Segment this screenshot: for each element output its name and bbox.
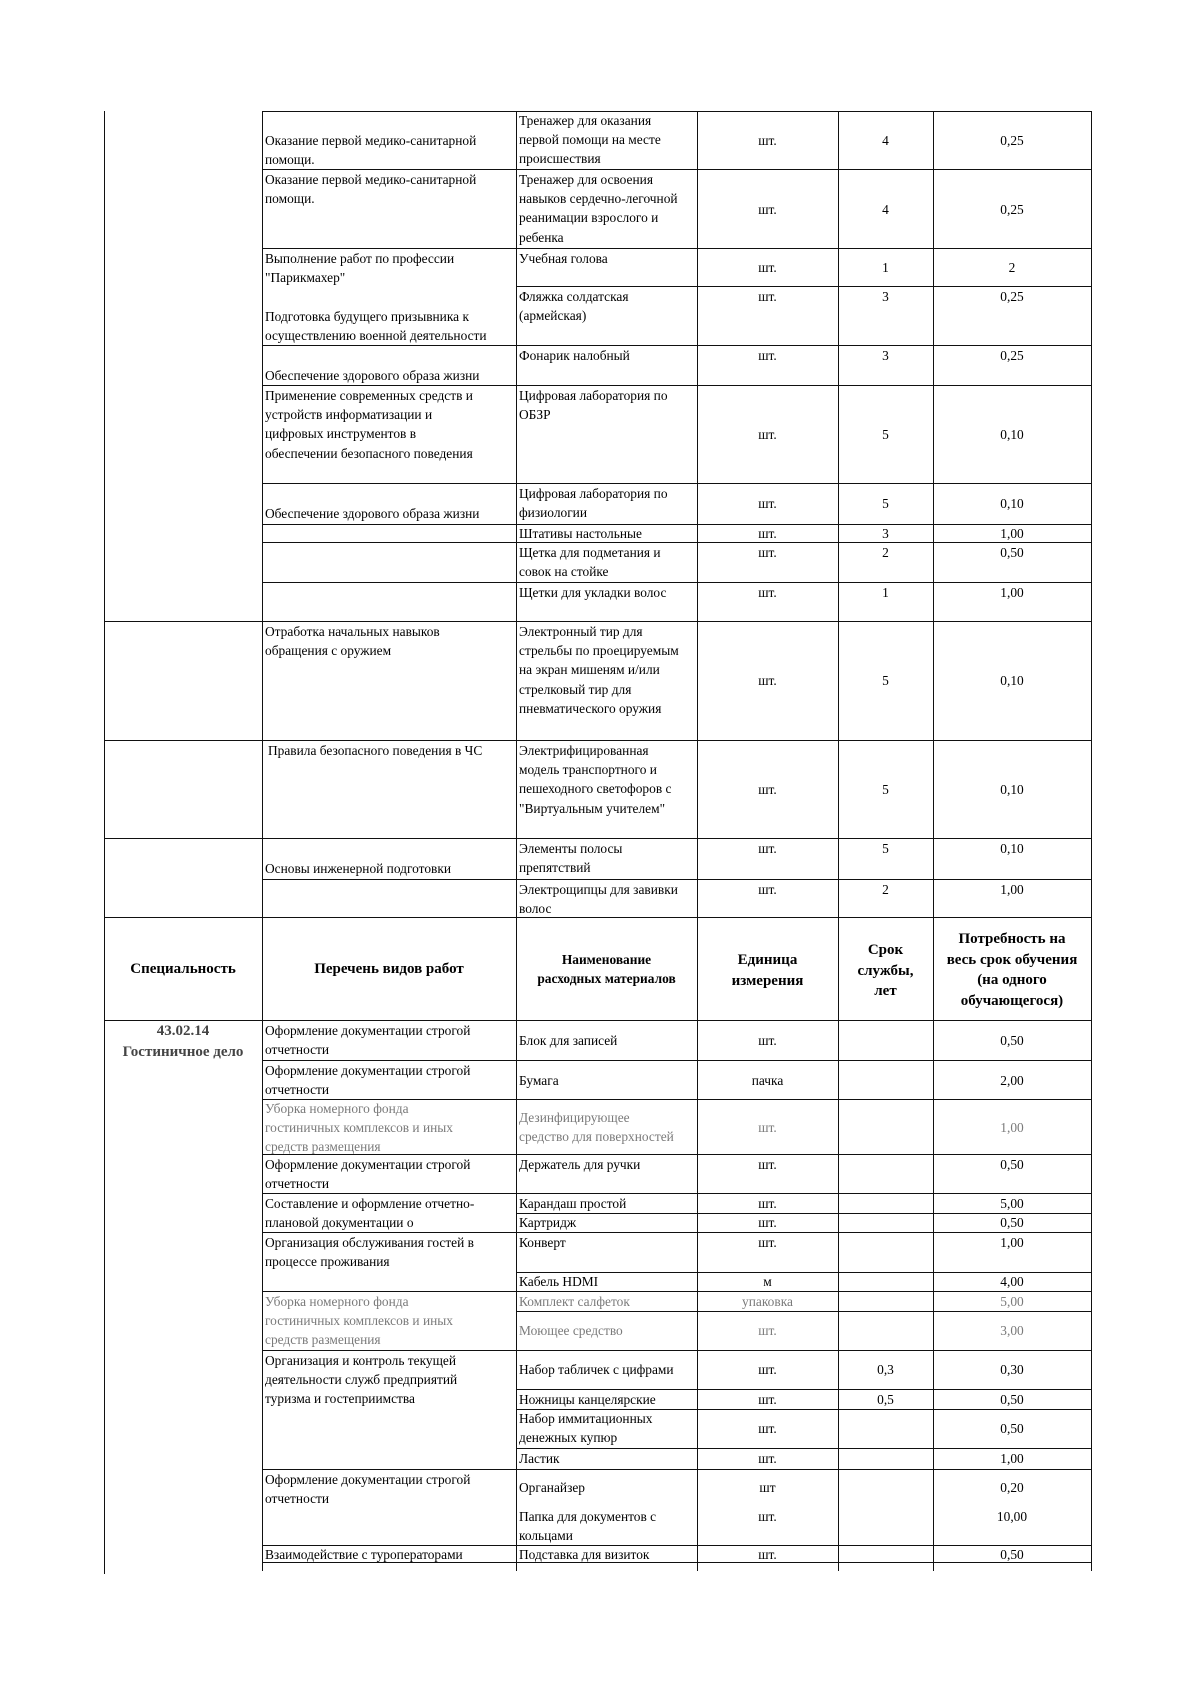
material-cell: Органайзер bbox=[519, 1480, 586, 1495]
material-cell: Моющее средство bbox=[519, 1323, 623, 1338]
need-cell: 0,30 bbox=[1000, 1362, 1024, 1377]
unit-cell: шт. bbox=[758, 526, 777, 541]
need-cell: 1,00 bbox=[1000, 1120, 1024, 1135]
need-cell: 1,00 bbox=[1000, 526, 1024, 541]
life-cell: 1 bbox=[882, 585, 889, 600]
need-cell: 0,50 bbox=[1000, 545, 1024, 560]
need-cell: 0,10 bbox=[1000, 841, 1024, 856]
unit-cell: шт. bbox=[758, 1362, 777, 1377]
unit-cell: шт. bbox=[758, 1033, 777, 1048]
unit-cell: шт. bbox=[758, 1392, 777, 1407]
work-cell: Обеспечение здорового образа жизни bbox=[265, 368, 480, 383]
material-cell: Учебная голова bbox=[519, 251, 608, 266]
work-cell: Выполнение работ по профессии "Парикмахер" bbox=[265, 251, 455, 286]
unit-cell: шт. bbox=[758, 841, 777, 856]
need-cell: 10,00 bbox=[996, 1509, 1028, 1524]
material-cell: Карандаш простой bbox=[519, 1196, 627, 1211]
life-cell: 4 bbox=[882, 202, 889, 217]
material-cell: Элементы полосы препятствий bbox=[519, 841, 623, 876]
specialty-cell bbox=[104, 1021, 262, 1062]
need-cell: 0,50 bbox=[1000, 1392, 1024, 1407]
material-cell: Папка для документов с кольцами bbox=[519, 1509, 657, 1544]
need-cell: 2,00 bbox=[1000, 1073, 1024, 1088]
unit-cell: шт. bbox=[758, 133, 777, 148]
need-cell: 3,00 bbox=[1000, 1323, 1024, 1338]
unit-cell: шт. bbox=[758, 1547, 777, 1562]
unit-cell: шт. bbox=[758, 1509, 777, 1524]
need-cell: 1,00 bbox=[1000, 882, 1024, 897]
life-cell: 3 bbox=[882, 526, 889, 541]
work-cell: Основы инженерной подготовки bbox=[265, 861, 452, 876]
need-cell: 0,10 bbox=[1000, 427, 1024, 442]
need-cell: 1,00 bbox=[1000, 1235, 1024, 1250]
unit-cell: шт. bbox=[758, 202, 777, 217]
need-cell: 0,25 bbox=[1000, 348, 1024, 363]
need-cell: 0,50 bbox=[1000, 1547, 1024, 1562]
unit-cell: шт. bbox=[758, 1235, 777, 1250]
material-cell: Кабель HDMI bbox=[519, 1274, 599, 1289]
work-cell: Подготовка будущего призывника к осуществлению военной деятельности bbox=[265, 309, 487, 344]
unit-cell: шт. bbox=[758, 673, 777, 688]
need-cell: 0,50 bbox=[1000, 1157, 1024, 1172]
unit-cell: шт. bbox=[758, 1215, 777, 1230]
work-cell: Применение современных средств и устройств информатизации и цифровых инструментов в обеспечении безопасного поведения bbox=[265, 388, 473, 461]
material-cell: Цифровая лаборатория по ОБЗР bbox=[519, 388, 668, 423]
work-cell: Организация обслуживания гостей в процессе проживания bbox=[265, 1235, 474, 1270]
material-cell: Тренажер для освоения навыков сердечно-легочной реанимации взрослого и ребенка bbox=[519, 172, 678, 245]
material-cell: Ножницы канцелярские bbox=[519, 1392, 656, 1407]
header-life: Срок службы, лет bbox=[857, 942, 914, 999]
work-cell: Оформление документации строгой отчетности bbox=[265, 1472, 471, 1507]
header-need: Потребность на весь срок обучения (на одного обучающегося) bbox=[946, 931, 1078, 1009]
need-cell: 5,00 bbox=[1000, 1294, 1024, 1309]
unit-cell: м bbox=[763, 1274, 772, 1289]
row-line bbox=[262, 483, 1092, 484]
material-cell: Цифровая лаборатория по физиологии bbox=[519, 486, 668, 521]
material-cell: Комплект салфеток bbox=[519, 1294, 630, 1309]
work-cell: Правила безопасного поведения в ЧС bbox=[268, 743, 483, 758]
header-works: Перечень видов работ bbox=[314, 961, 464, 977]
material-cell: Картридж bbox=[519, 1215, 577, 1230]
unit-cell: шт. bbox=[758, 1323, 777, 1338]
work-cell: Оформление документации строгой отчетности bbox=[265, 1157, 471, 1192]
unit-cell: шт. bbox=[758, 289, 777, 304]
work-cell: Оказание первой медико-санитарной помощи. bbox=[265, 133, 477, 168]
life-cell: 0,3 bbox=[877, 1362, 894, 1377]
life-cell: 4 bbox=[882, 133, 889, 148]
material-cell: Штативы настольные bbox=[519, 526, 642, 541]
need-cell: 2 bbox=[1008, 260, 1016, 275]
outer-left-border bbox=[104, 111, 105, 1574]
work-cell: Оформление документации строгой отчетности bbox=[265, 1023, 471, 1058]
need-cell: 1,00 bbox=[1000, 1451, 1024, 1466]
work-cell: Уборка номерного фонда гостиничных комплексов и иных средств размещения bbox=[265, 1294, 453, 1348]
need-cell: 1,00 bbox=[1000, 585, 1024, 600]
life-cell: 5 bbox=[882, 496, 889, 511]
life-cell: 5 bbox=[882, 427, 889, 442]
material-cell: Электрощипцы для завивки волос bbox=[519, 882, 678, 917]
work-cell: Взаимодействие с туроператорами bbox=[265, 1547, 463, 1562]
unit-cell: шт. bbox=[758, 1120, 777, 1135]
need-cell: 4,00 bbox=[1000, 1274, 1024, 1289]
material-cell: Ластик bbox=[519, 1451, 560, 1466]
work-cell: Оформление документации строгой отчетности bbox=[265, 1063, 471, 1098]
work-cell: Уборка номерного фонда гостиничных комплексов и иных средств размещения bbox=[265, 1101, 453, 1155]
unit-cell: шт. bbox=[758, 496, 777, 511]
material-cell: Фляжка солдатская (армейская) bbox=[519, 289, 629, 324]
material-cell: Электрифицированная модель транспортного и пешеходного светофоров с "Виртуальным учителем" bbox=[519, 743, 672, 816]
column-divider-work bbox=[262, 111, 263, 1571]
work-cell: Отработка начальных навыков обращения с оружием bbox=[265, 624, 440, 659]
specialty-code: 43.02.14 bbox=[156, 1023, 210, 1039]
unit-cell: шт. bbox=[758, 585, 777, 600]
material-cell: Дезинфицирующее средство для поверхностей bbox=[519, 1110, 674, 1145]
need-cell: 0,25 bbox=[1000, 289, 1024, 304]
life-cell: 0,5 bbox=[877, 1392, 894, 1407]
unit-cell: шт. bbox=[758, 782, 777, 797]
unit-cell: шт. bbox=[758, 1196, 777, 1211]
material-cell: Набор табличек с цифрами bbox=[519, 1362, 674, 1377]
row-line bbox=[262, 111, 1092, 112]
unit-cell: шт. bbox=[758, 1157, 777, 1172]
outer-right-border bbox=[1091, 111, 1092, 1571]
work-cell: Обеспечение здорового образа жизни bbox=[265, 506, 480, 521]
material-cell: Блок для записей bbox=[519, 1033, 618, 1048]
material-cell: Электронный тир для стрельбы по проецируемым на экран мишеням и/или стрелковый тир для пневматического оружия bbox=[519, 624, 679, 716]
unit-cell: упаковка bbox=[742, 1294, 793, 1309]
need-cell: 0,10 bbox=[1000, 673, 1024, 688]
material-cell: Держатель для ручки bbox=[519, 1157, 641, 1172]
unit-cell: шт. bbox=[758, 427, 777, 442]
material-cell: Конверт bbox=[519, 1235, 566, 1250]
unit-cell: пачка bbox=[751, 1073, 784, 1088]
life-cell: 5 bbox=[882, 782, 889, 797]
life-cell: 3 bbox=[882, 289, 889, 304]
life-cell: 2 bbox=[882, 545, 889, 560]
material-cell: Бумага bbox=[519, 1073, 559, 1088]
unit-cell: шт. bbox=[758, 348, 777, 363]
specialty-name: Гостиничное дело bbox=[122, 1043, 244, 1060]
life-cell: 5 bbox=[882, 673, 889, 688]
unit-cell: шт. bbox=[758, 1421, 777, 1436]
life-cell: 5 bbox=[882, 841, 889, 856]
unit-cell: шт. bbox=[758, 260, 777, 275]
need-cell: 0,10 bbox=[1000, 782, 1024, 797]
need-cell: 0,25 bbox=[1000, 202, 1024, 217]
need-cell: 0,50 bbox=[1000, 1421, 1024, 1436]
material-cell: Подставка для визиток bbox=[519, 1547, 650, 1562]
need-cell: 0,50 bbox=[1000, 1215, 1024, 1230]
unit-cell: шт bbox=[759, 1480, 776, 1495]
need-cell: 0,50 bbox=[1000, 1033, 1024, 1048]
material-cell: Фонарик налобный bbox=[519, 348, 630, 363]
unit-cell: шт. bbox=[758, 545, 777, 560]
life-cell: 1 bbox=[882, 260, 889, 275]
need-cell: 0,20 bbox=[1000, 1480, 1024, 1495]
life-cell: 2 bbox=[882, 882, 889, 897]
need-cell: 0,10 bbox=[1000, 496, 1024, 511]
header-materials: Наименование расходных материалов bbox=[537, 952, 676, 987]
work-cell: Составление и оформление отчетно- плановой документации о bbox=[265, 1196, 475, 1231]
header-unit: Единица измерения bbox=[731, 952, 804, 989]
unit-cell: шт. bbox=[758, 882, 777, 897]
work-cell: Оказание первой медико-санитарной помощи. bbox=[265, 172, 477, 207]
life-cell: 3 bbox=[882, 348, 889, 363]
material-cell: Тренажер для оказания первой помощи на месте происшествия bbox=[519, 113, 661, 167]
need-cell: 5,00 bbox=[1000, 1196, 1024, 1211]
unit-cell: шт. bbox=[758, 1451, 777, 1466]
need-cell: 0,25 bbox=[1000, 133, 1024, 148]
work-cell: Организация и контроль текущей деятельности служб предприятий туризма и гостеприимства bbox=[265, 1353, 458, 1407]
material-cell: Щетка для подметания и совок на стойке bbox=[519, 545, 661, 580]
column-divider-material bbox=[516, 111, 517, 1571]
header-specialty: Специальность bbox=[130, 961, 236, 977]
material-cell: Набор иммитационных денежных купюр bbox=[519, 1411, 653, 1446]
material-cell: Щетки для укладки волос bbox=[519, 585, 667, 600]
